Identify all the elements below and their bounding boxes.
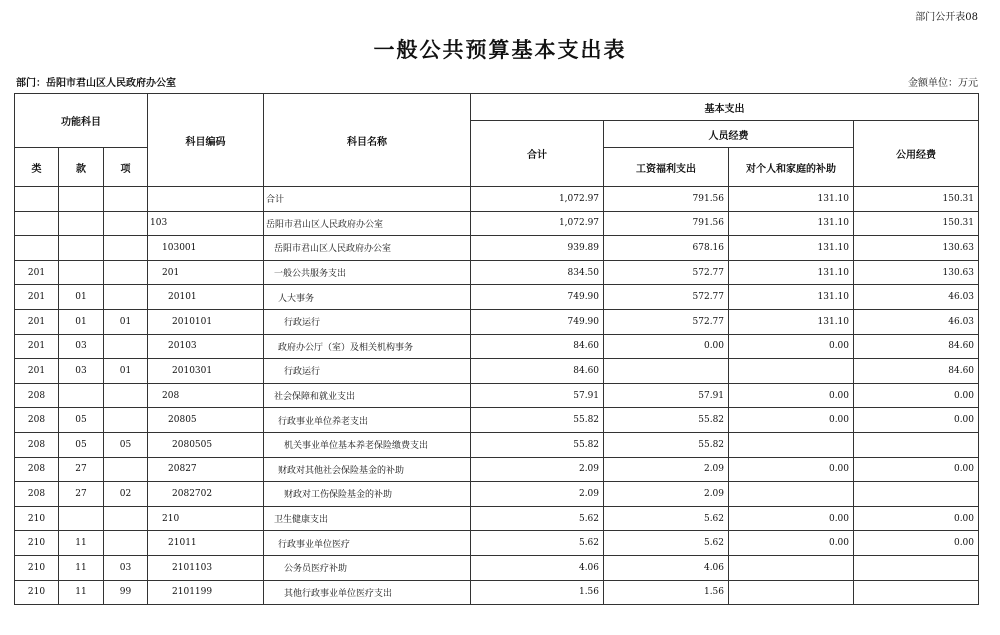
cell-xiang: 99 <box>104 580 148 605</box>
cell-total: 1,072.97 <box>471 187 604 212</box>
table-row <box>15 580 979 605</box>
header-xiang: 项 <box>104 148 148 187</box>
cell-subsidy: 131.10 <box>729 236 854 261</box>
cell-subsidy <box>729 482 854 507</box>
cell-lei: 208 <box>15 408 59 433</box>
cell-total: 1.56 <box>471 580 604 605</box>
cell-total: 5.62 <box>471 506 604 531</box>
cell-lei: 201 <box>15 260 59 285</box>
cell-code <box>148 187 264 212</box>
cell-name: 政府办公厅（室）及相关机构事务 <box>264 334 471 359</box>
cell-xiang <box>104 260 148 285</box>
cell-lei: 201 <box>15 309 59 334</box>
cell-subsidy: 0.00 <box>729 383 854 408</box>
cell-lei: 201 <box>15 334 59 359</box>
cell-salary: 55.82 <box>604 432 729 457</box>
cell-total: 834.50 <box>471 260 604 285</box>
cell-code: 2010301 <box>148 359 264 384</box>
table-row <box>15 408 979 433</box>
cell-code: 20805 <box>148 408 264 433</box>
cell-public <box>854 432 979 457</box>
table-row <box>15 531 979 556</box>
cell-subsidy: 131.10 <box>729 260 854 285</box>
cell-kuan <box>59 260 104 285</box>
department-label: 部门：岳阳市君山区人民政府办公室 <box>16 78 176 89</box>
header-subject-code: 科目编码 <box>148 94 264 187</box>
cell-subsidy: 131.10 <box>729 211 854 236</box>
cell-kuan: 11 <box>59 555 104 580</box>
cell-subsidy <box>729 432 854 457</box>
cell-xiang <box>104 236 148 261</box>
amount-unit-label: 金额单位：万元 <box>908 78 978 89</box>
cell-name: 岳阳市君山区人民政府办公室 <box>264 211 471 236</box>
table-number: 部门公开表08 <box>915 12 978 23</box>
cell-name: 合计 <box>264 187 471 212</box>
cell-lei: 208 <box>15 383 59 408</box>
cell-xiang <box>104 334 148 359</box>
cell-total: 749.90 <box>471 285 604 310</box>
cell-total: 749.90 <box>471 309 604 334</box>
cell-public <box>854 482 979 507</box>
cell-salary: 55.82 <box>604 408 729 433</box>
cell-public: 0.00 <box>854 408 979 433</box>
cell-kuan: 11 <box>59 531 104 556</box>
cell-salary <box>604 359 729 384</box>
cell-code: 2082702 <box>148 482 264 507</box>
cell-subsidy: 0.00 <box>729 531 854 556</box>
cell-name: 其他行政事业单位医疗支出 <box>264 580 471 605</box>
cell-subsidy: 131.10 <box>729 187 854 212</box>
budget-table <box>14 93 979 605</box>
cell-name: 社会保障和就业支出 <box>264 383 471 408</box>
cell-public: 0.00 <box>854 457 979 482</box>
cell-name: 行政运行 <box>264 309 471 334</box>
cell-kuan: 05 <box>59 432 104 457</box>
header-total: 合计 <box>471 121 604 187</box>
cell-subsidy: 0.00 <box>729 457 854 482</box>
cell-total: 2.09 <box>471 457 604 482</box>
cell-public: 0.00 <box>854 531 979 556</box>
cell-name: 机关事业单位基本养老保险缴费支出 <box>264 432 471 457</box>
table-row <box>15 359 979 384</box>
cell-subsidy <box>729 359 854 384</box>
cell-salary: 1.56 <box>604 580 729 605</box>
cell-xiang <box>104 285 148 310</box>
cell-total: 2.09 <box>471 482 604 507</box>
cell-salary: 57.91 <box>604 383 729 408</box>
cell-xiang <box>104 506 148 531</box>
cell-lei: 210 <box>15 555 59 580</box>
cell-public: 46.03 <box>854 309 979 334</box>
table-row <box>15 285 979 310</box>
cell-subsidy: 131.10 <box>729 285 854 310</box>
table-row <box>15 555 979 580</box>
cell-name: 财政对工伤保险基金的补助 <box>264 482 471 507</box>
cell-kuan: 03 <box>59 334 104 359</box>
cell-salary: 0.00 <box>604 334 729 359</box>
cell-salary: 4.06 <box>604 555 729 580</box>
cell-name: 卫生健康支出 <box>264 506 471 531</box>
header-public-expenses: 公用经费 <box>854 121 979 187</box>
cell-salary: 5.62 <box>604 506 729 531</box>
cell-total: 55.82 <box>471 432 604 457</box>
cell-xiang: 01 <box>104 309 148 334</box>
cell-public <box>854 555 979 580</box>
cell-public: 46.03 <box>854 285 979 310</box>
cell-code: 103001 <box>148 236 264 261</box>
cell-kuan: 05 <box>59 408 104 433</box>
cell-name: 财政对其他社会保险基金的补助 <box>264 457 471 482</box>
cell-code: 21011 <box>148 531 264 556</box>
cell-code: 20827 <box>148 457 264 482</box>
cell-subsidy: 0.00 <box>729 334 854 359</box>
cell-kuan: 01 <box>59 285 104 310</box>
cell-total: 84.60 <box>471 334 604 359</box>
cell-xiang <box>104 211 148 236</box>
header-kuan: 款 <box>59 148 104 187</box>
cell-subsidy: 0.00 <box>729 506 854 531</box>
cell-name: 公务员医疗补助 <box>264 555 471 580</box>
table-row <box>15 457 979 482</box>
table-row <box>15 432 979 457</box>
cell-kuan <box>59 383 104 408</box>
header-func-subject: 功能科目 <box>15 94 148 148</box>
header-lei: 类 <box>15 148 59 187</box>
cell-salary: 5.62 <box>604 531 729 556</box>
cell-name: 行政事业单位养老支出 <box>264 408 471 433</box>
cell-public: 0.00 <box>854 383 979 408</box>
cell-code: 2101103 <box>148 555 264 580</box>
cell-public: 150.31 <box>854 187 979 212</box>
cell-salary: 678.16 <box>604 236 729 261</box>
cell-public: 84.60 <box>854 334 979 359</box>
page-title: 一般公共预算基本支出表 <box>373 37 627 62</box>
cell-code: 20103 <box>148 334 264 359</box>
cell-xiang <box>104 457 148 482</box>
cell-salary: 2.09 <box>604 482 729 507</box>
cell-total: 57.91 <box>471 383 604 408</box>
cell-total: 84.60 <box>471 359 604 384</box>
cell-code: 208 <box>148 383 264 408</box>
cell-kuan: 11 <box>59 580 104 605</box>
cell-kuan: 03 <box>59 359 104 384</box>
cell-name: 行政运行 <box>264 359 471 384</box>
cell-code: 201 <box>148 260 264 285</box>
cell-xiang <box>104 408 148 433</box>
cell-kuan: 27 <box>59 457 104 482</box>
cell-kuan <box>59 187 104 212</box>
cell-public <box>854 580 979 605</box>
cell-lei: 208 <box>15 457 59 482</box>
cell-xiang: 03 <box>104 555 148 580</box>
header-personnel-expenses: 人员经费 <box>604 121 854 148</box>
cell-name: 岳阳市君山区人民政府办公室 <box>264 236 471 261</box>
cell-kuan: 01 <box>59 309 104 334</box>
cell-lei: 210 <box>15 531 59 556</box>
cell-code: 2101199 <box>148 580 264 605</box>
cell-xiang <box>104 531 148 556</box>
cell-salary: 791.56 <box>604 211 729 236</box>
table-row <box>15 383 979 408</box>
cell-xiang: 01 <box>104 359 148 384</box>
cell-subsidy <box>729 580 854 605</box>
table-row <box>15 334 979 359</box>
cell-lei <box>15 187 59 212</box>
cell-lei <box>15 211 59 236</box>
cell-name: 人大事务 <box>264 285 471 310</box>
header-subject-name: 科目名称 <box>264 94 471 187</box>
cell-xiang: 05 <box>104 432 148 457</box>
cell-kuan: 27 <box>59 482 104 507</box>
cell-total: 4.06 <box>471 555 604 580</box>
cell-lei: 201 <box>15 285 59 310</box>
cell-name: 行政事业单位医疗 <box>264 531 471 556</box>
cell-public: 130.63 <box>854 260 979 285</box>
cell-code: 20101 <box>148 285 264 310</box>
cell-total: 55.82 <box>471 408 604 433</box>
cell-lei: 208 <box>15 432 59 457</box>
cell-subsidy: 0.00 <box>729 408 854 433</box>
cell-kuan <box>59 211 104 236</box>
cell-total: 5.62 <box>471 531 604 556</box>
cell-public: 0.00 <box>854 506 979 531</box>
cell-code: 210 <box>148 506 264 531</box>
cell-salary: 2.09 <box>604 457 729 482</box>
cell-subsidy: 131.10 <box>729 309 854 334</box>
cell-code: 2080505 <box>148 432 264 457</box>
table-row <box>15 309 979 334</box>
cell-xiang <box>104 383 148 408</box>
cell-kuan <box>59 506 104 531</box>
cell-lei: 201 <box>15 359 59 384</box>
cell-total: 1,072.97 <box>471 211 604 236</box>
cell-subsidy <box>729 555 854 580</box>
cell-code: 2010101 <box>148 309 264 334</box>
header-personal-subsidy: 对个人和家庭的补助 <box>729 148 854 187</box>
cell-lei: 210 <box>15 580 59 605</box>
header-salary-welfare: 工资福利支出 <box>604 148 729 187</box>
cell-lei: 210 <box>15 506 59 531</box>
table-row <box>15 211 979 236</box>
cell-public: 130.63 <box>854 236 979 261</box>
cell-xiang <box>104 187 148 212</box>
cell-salary: 572.77 <box>604 309 729 334</box>
cell-salary: 572.77 <box>604 285 729 310</box>
cell-lei <box>15 236 59 261</box>
cell-public: 84.60 <box>854 359 979 384</box>
cell-lei: 208 <box>15 482 59 507</box>
cell-salary: 572.77 <box>604 260 729 285</box>
cell-total: 939.89 <box>471 236 604 261</box>
table-row <box>15 506 979 531</box>
cell-public: 150.31 <box>854 211 979 236</box>
table-row <box>15 236 979 261</box>
cell-name: 一般公共服务支出 <box>264 260 471 285</box>
cell-xiang: 02 <box>104 482 148 507</box>
table-row <box>15 187 979 212</box>
cell-kuan <box>59 236 104 261</box>
table-row <box>15 260 979 285</box>
header-basic-expenditure: 基本支出 <box>471 94 979 121</box>
table-row <box>15 482 979 507</box>
cell-salary: 791.56 <box>604 187 729 212</box>
cell-code: 103 <box>148 211 264 236</box>
